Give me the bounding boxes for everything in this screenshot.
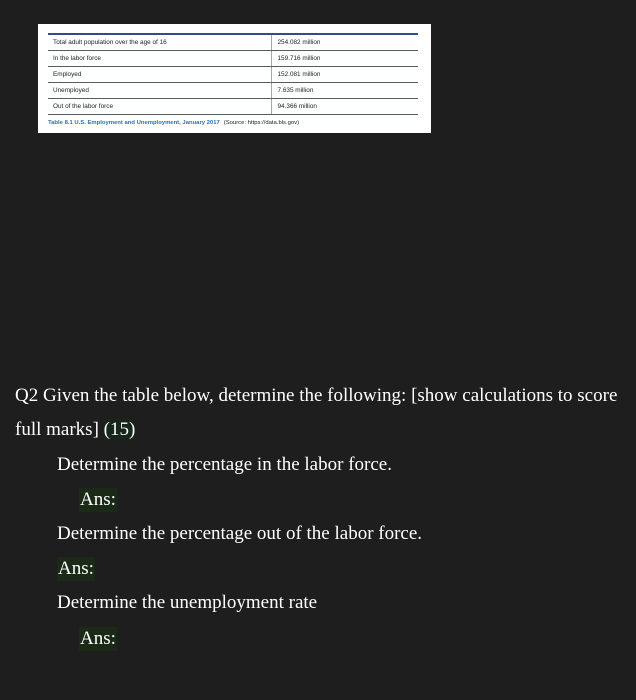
question-text	[15, 379, 625, 447]
table-row	[48, 51, 418, 67]
row-value: 159.716 million	[271, 51, 418, 67]
question-body: Q2 Given the table below, determine the following: [show calculations to score full marks]	[15, 385, 618, 440]
marks-badge: (15)	[103, 419, 136, 440]
row-value: 94.366 million	[271, 99, 418, 115]
task-prompt-out-of-labor-force: Determine the percentage out of the labor force.	[57, 523, 423, 544]
table-row	[48, 34, 418, 51]
caption-title: Table 8.1 U.S. Employment and Unemployment, January 2017	[48, 120, 220, 126]
row-label: Unemployed	[48, 83, 271, 99]
row-value: 152.081 million	[271, 67, 418, 83]
table-row	[48, 67, 418, 83]
row-label: Employed	[48, 67, 271, 83]
table-caption	[48, 120, 421, 126]
row-value: 254.082 million	[271, 34, 418, 51]
table-row	[48, 83, 418, 99]
caption-source: (Source: https://data.bls.gov)	[223, 120, 300, 126]
table-row	[48, 99, 418, 115]
row-label: Out of the labor force	[48, 99, 271, 115]
task-prompt-labor-force: Determine the percentage in the labor force.	[57, 454, 392, 475]
row-label: In the labor force	[48, 51, 271, 67]
answer-label: Ans:	[80, 489, 116, 510]
task-prompt-unemployment-rate: Determine the unemployment rate	[57, 592, 318, 613]
answer-label: Ans:	[80, 628, 116, 649]
row-value: 7.635 million	[271, 83, 418, 99]
answer-label: Ans:	[58, 558, 94, 579]
row-label: Total adult population over the age of 16	[48, 34, 271, 51]
employment-table-image	[38, 24, 431, 133]
employment-table	[48, 33, 418, 115]
